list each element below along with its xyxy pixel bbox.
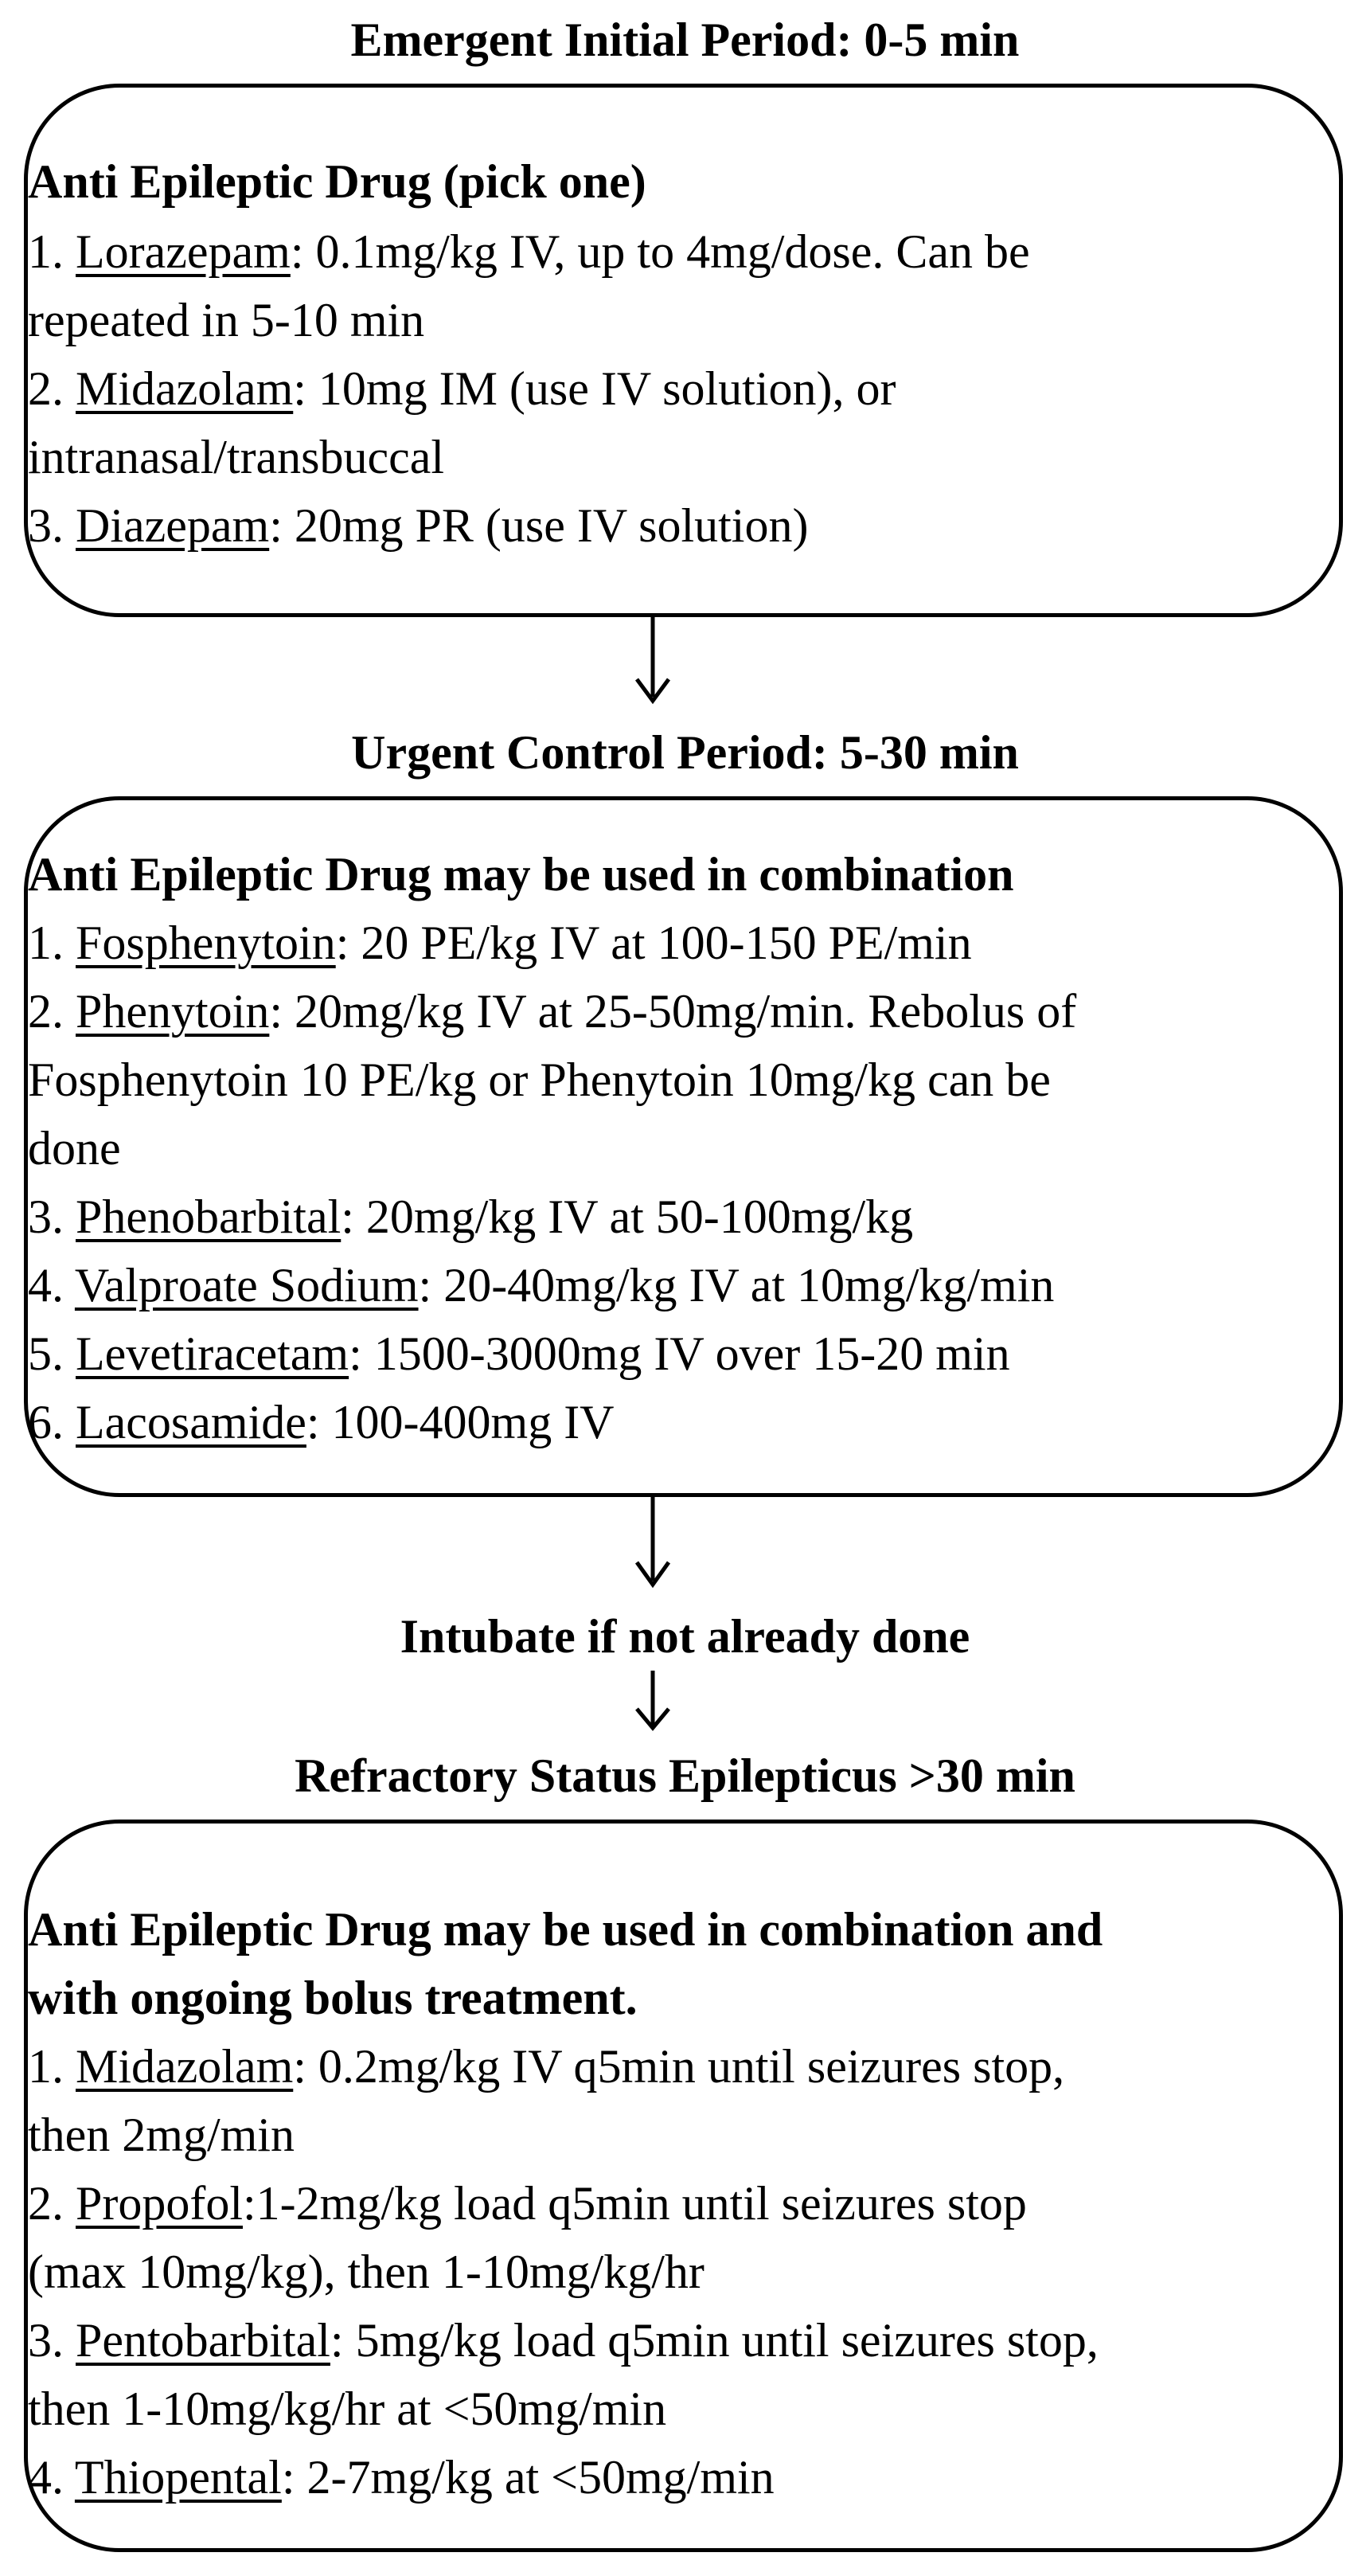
item-detail: : 0.1mg/kg IV, up to 4mg/dose. Can be	[290, 225, 1030, 278]
item-number: 3.	[28, 2314, 76, 2367]
item-number: 1.	[28, 2040, 76, 2093]
refractory-box-title: Anti Epileptic Drug may be used in combination and	[28, 1903, 1103, 1956]
item-detail: : 20-40mg/kg IV at 10mg/kg/min	[418, 1259, 1055, 1311]
urgent-item-5	[28, 1319, 1010, 1388]
drug-name-phenytoin: Phenytoin	[76, 985, 270, 1038]
refractory-item-3	[28, 2306, 1099, 2375]
urgent-period-box	[24, 796, 1343, 1497]
item-detail: : 1500-3000mg IV over 15-20 min	[349, 1327, 1010, 1380]
urgent-item-6	[28, 1388, 615, 1456]
refractory-item-1	[28, 2032, 1064, 2101]
drug-name-midazolam: Midazolam	[76, 2040, 294, 2093]
item-number: 2.	[28, 362, 76, 415]
item-number: 2.	[28, 985, 76, 1038]
emergent-item-1	[28, 217, 1030, 286]
emergent-box-title: Anti Epileptic Drug (pick one)	[28, 155, 646, 208]
urgent-item-1	[28, 909, 972, 977]
item-detail: : 20mg/kg IV at 50-100mg/kg	[341, 1190, 914, 1243]
item-detail: : 20 PE/kg IV at 100-150 PE/min	[335, 917, 972, 969]
refractory-item-4	[28, 2443, 775, 2512]
down-arrow-icon	[645, 1497, 661, 1589]
item-number: 3.	[28, 499, 76, 552]
drug-name-midazolam: Midazolam	[76, 362, 294, 415]
item-detail: : 100-400mg IV	[306, 1396, 615, 1448]
item-detail: : 20mg PR (use IV solution)	[269, 499, 809, 552]
refractory-item-3-cont: then 1-10mg/kg/hr at <50mg/min	[28, 2383, 667, 2435]
item-number: 4.	[28, 1259, 75, 1311]
drug-name-thiopental: Thiopental	[74, 2451, 282, 2504]
down-arrow-icon	[645, 617, 661, 705]
urgent-item-3	[28, 1182, 913, 1251]
emergent-item-1-cont: repeated in 5-10 min	[28, 294, 425, 346]
urgent-item-2	[28, 977, 1076, 1046]
item-detail: : 5mg/kg load q5min until seizures stop,	[330, 2314, 1099, 2367]
down-arrow-icon	[645, 1671, 661, 1730]
item-number: 3.	[28, 1190, 76, 1243]
refractory-period-box	[24, 1820, 1343, 2552]
urgent-box-title: Anti Epileptic Drug may be used in combination	[28, 848, 1014, 901]
item-number: 6.	[28, 1396, 76, 1448]
item-number: 5.	[28, 1327, 76, 1380]
item-number: 2.	[28, 2177, 76, 2230]
item-number: 4.	[28, 2451, 75, 2504]
item-number: 1.	[28, 225, 76, 278]
drug-name-lorazepam: Lorazepam	[76, 225, 291, 278]
refractory-item-1-cont: then 2mg/min	[28, 2109, 295, 2161]
drug-name-propofol: Propofol	[76, 2177, 243, 2230]
urgent-item-2-cont: done	[28, 1122, 121, 1175]
emergent-item-2	[28, 354, 896, 423]
drug-name-fosphenytoin: Fosphenytoin	[76, 917, 336, 969]
drug-name-diazepam: Diazepam	[76, 499, 270, 552]
urgent-item-4	[28, 1251, 1054, 1319]
drug-name-phenobarbital: Phenobarbital	[76, 1190, 342, 1243]
item-detail: : 10mg IM (use IV solution), or	[293, 362, 896, 415]
urgent-period-heading: Urgent Control Period: 5-30 min	[351, 726, 1019, 779]
item-number: 1.	[28, 917, 76, 969]
emergent-item-3	[28, 491, 808, 560]
item-detail: : 2-7mg/kg at <50mg/min	[281, 2451, 775, 2504]
item-detail: : 20mg/kg IV at 25-50mg/min. Rebolus of	[269, 985, 1077, 1038]
drug-name-pentobarbital: Pentobarbital	[76, 2314, 330, 2367]
emergent-item-2-cont: intranasal/transbuccal	[28, 431, 445, 483]
refractory-item-2-cont: (max 10mg/kg), then 1-10mg/kg/hr	[28, 2246, 705, 2298]
drug-name-valproate-sodium: Valproate Sodium	[74, 1259, 419, 1311]
drug-name-lacosamide: Lacosamide	[76, 1396, 306, 1448]
intubate-step: Intubate if not already done	[400, 1610, 970, 1663]
emergent-period-heading: Emergent Initial Period: 0-5 min	[350, 14, 1020, 66]
refractory-period-heading: Refractory Status Epilepticus >30 min	[295, 1749, 1075, 1802]
refractory-box-title-cont: with ongoing bolus treatment.	[28, 1972, 638, 2024]
drug-name-levetiracetam: Levetiracetam	[76, 1327, 349, 1380]
item-detail: :1-2mg/kg load q5min until seizures stop	[243, 2177, 1027, 2230]
refractory-item-2	[28, 2169, 1027, 2238]
item-detail: : 0.2mg/kg IV q5min until seizures stop,	[293, 2040, 1065, 2093]
emergent-period-box	[24, 84, 1343, 617]
urgent-item-2-cont: Fosphenytoin 10 PE/kg or Phenytoin 10mg/kg can be	[28, 1053, 1051, 1106]
